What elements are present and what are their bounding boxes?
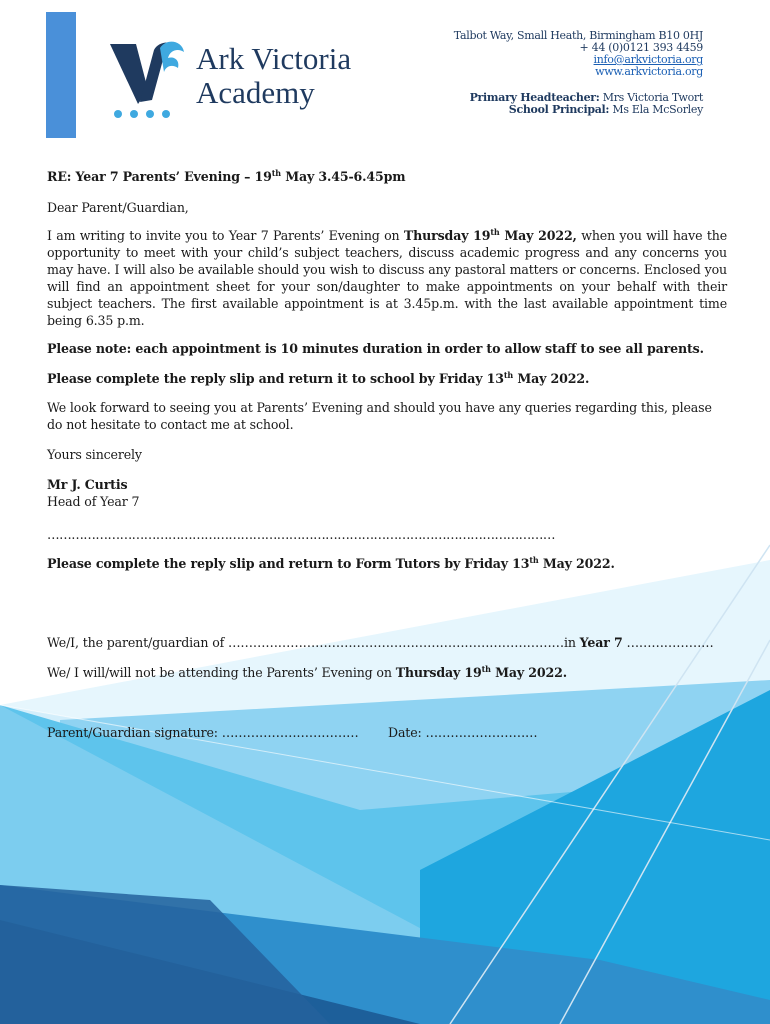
school-name	[196, 42, 351, 110]
letter-body	[47, 168, 727, 572]
address: Talbot Way, Small Heath, Birmingham B10 0HJ	[453, 29, 703, 42]
date-line: Date: ………………………	[388, 725, 538, 740]
slip-instruction: Please complete the reply slip and return to Form Tutors by Friday 13th May 2022.	[47, 554, 615, 571]
principal-name: Ms Ela McSorley	[609, 103, 703, 116]
note-paragraph: Please note: each appointment is 10 minutes duration in order to allow staff to see all parents.	[47, 341, 704, 356]
school-name-line2: Academy	[196, 75, 315, 110]
website-link[interactable]: www.arkvictoria.org	[595, 65, 703, 78]
signer-title: Head of Year 7	[47, 494, 140, 509]
paragraph-invite: I am writing to invite you to Year 7 Parents’ Evening on Thursday 19th May 2022, when you will have the opportunity to meet with your child’s subject teachers, discuss academic progress and any concerns you may have. I will also be available should you wish to discuss any pastoral matters or concerns. Enclosed you will find an appointment sheet for your son/daughter to make appointments on your behalf with their subject teachers. The first available appointment is at 3.45p.m. with the last available appointment time being 6.35 p.m.	[47, 226, 727, 328]
contact-block	[454, 30, 703, 116]
principal-label: School Principal:	[508, 103, 610, 116]
parent-of-line: We/I, the parent/guardian of ………………………………………………………………………in Year 7 …………………	[47, 635, 714, 650]
signer-name: Mr J. Curtis	[47, 477, 128, 492]
school-name-line1: Ark Victoria	[196, 41, 352, 76]
headteacher-name: Mrs Victoria Twort	[599, 91, 703, 104]
paragraph-look-forward: We look forward to seeing you at Parents’ Evening and should you have any queries regarding this, please do not hesitate to contact me at school.	[47, 400, 712, 432]
principal-line	[454, 104, 703, 116]
return-instruction: Please complete the reply slip and return it to school by Friday 13th May 2022.	[47, 369, 590, 386]
header-accent-bar	[46, 12, 76, 138]
cut-line: ………………………………………………………………………………………………………………	[47, 527, 555, 542]
salutation: Dear Parent/Guardian,	[47, 200, 189, 215]
closing: Yours sincerely	[47, 447, 142, 462]
ark-v-logo-icon	[108, 38, 190, 122]
signature-line: Parent/Guardian signature: ……………………………	[47, 725, 359, 740]
attendance-line: We/ I will/will not be attending the Parents’ Evening on Thursday 19th May 2022.	[47, 663, 567, 680]
phone: + 44 (0)0121 393 4459	[579, 41, 703, 54]
school-logo	[108, 38, 398, 122]
headteacher-label: Primary Headteacher:	[469, 91, 600, 104]
subject-line: RE: Year 7 Parents’ Evening – 19th May 3.45-6.45pm	[47, 167, 406, 184]
email-link[interactable]: info@arkvictoria.org	[593, 53, 703, 66]
